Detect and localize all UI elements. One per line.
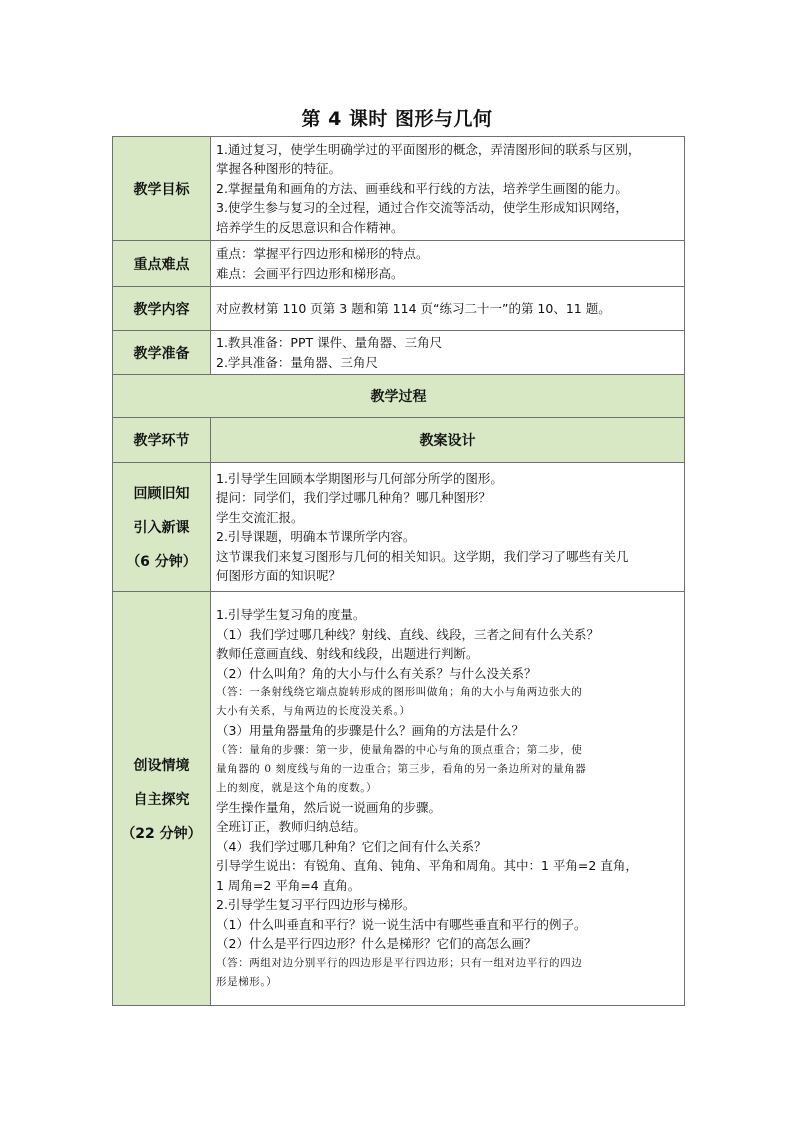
- label-stage-explore: [113, 592, 211, 1006]
- stage-review-line: 引入新课: [133, 520, 190, 536]
- explore-line: （1）我们学过哪几种线？射线、直线、线段，三者之间有什么关系？: [216, 626, 599, 642]
- row-preparation: [113, 331, 685, 375]
- goal-line: 3.使学生参与复习的全过程，通过合作交流等活动，使学生形成知识网络，: [216, 200, 628, 216]
- goal-line: 培养学生的反思意识和合作精神。: [216, 219, 404, 235]
- row-column-headers: [113, 418, 685, 463]
- page-title: 第 4 课时 图形与几何: [301, 108, 493, 130]
- review-line: 2.引导课题，明确本节课所学内容。: [216, 529, 416, 544]
- explore-line: 2.引导学生复习平行四边形与梯形。: [216, 897, 416, 913]
- row-key-points: [113, 241, 685, 287]
- explore-line: （2）什么是平行四边形？什么是梯形？它们的高怎么画？: [216, 936, 537, 952]
- answer-note-line: （答：量角的步骤：第一步，使量角器的中心与角的顶点重合；第二步，使: [216, 743, 583, 756]
- header-stage: 教学环节: [113, 418, 211, 463]
- answer-note-line: （答：两组对边分别平行的四边形是平行四边形；只有一组对边平行的四边: [216, 956, 583, 969]
- stage-explore-content: [211, 592, 685, 1006]
- preparation-line: 1.教具准备：PPT 课件、量角器、三角尺: [216, 335, 443, 350]
- goal-line: 2.掌握量角和画角的方法、画垂线和平行线的方法，培养学生画图的能力。: [216, 180, 628, 196]
- row-teaching-goals: [113, 137, 685, 241]
- key-point-line: 重点：掌握平行四边形和梯形的特点。: [216, 246, 429, 261]
- process-header: 教学过程: [113, 375, 685, 418]
- row-stage-explore: [113, 592, 685, 1006]
- explore-line: 1 周角=2 平角=4 直角。: [216, 877, 361, 893]
- stage-explore-duration: （22 分钟）: [121, 825, 202, 842]
- explore-line: （1）什么叫垂直和平行？说一说生活中有哪些垂直和平行的例子。: [216, 916, 587, 932]
- stage-explore-line: 自主探究: [133, 791, 190, 808]
- explore-line: 教师任意画直线、射线和线段，出题进行判断。: [216, 646, 479, 662]
- teaching-content-text: 对应教材第 110 页第 3 题和第 114 页“练习二十一”的第 10、11 题。: [211, 287, 685, 331]
- goal-line: 掌握各种图形的特征。: [216, 161, 342, 177]
- stage-explore-line: 创设情境: [133, 757, 190, 774]
- explore-line: 1.引导学生复习角的度量。: [216, 607, 366, 623]
- stage-review-content: [211, 463, 685, 592]
- review-line: 1.引导学生回顾本学期图形与几何部分所学的图形。: [216, 470, 503, 486]
- answer-note-line: 大小有关系，与角两边的长度没关系。）: [216, 705, 411, 718]
- answer-note-line: （答：一条射线绕它端点旋转形成的图形叫做角；角的大小与角两边张大的: [216, 686, 583, 699]
- review-line: 提问：同学们，我们学过哪几种角？哪几种图形？: [216, 490, 492, 505]
- key-points-content: [211, 241, 685, 287]
- teaching-goals-content: [211, 137, 685, 241]
- label-preparation: 教学准备: [113, 331, 211, 375]
- review-line: 学生交流汇报。: [216, 509, 304, 525]
- preparation-content: [211, 331, 685, 375]
- label-stage-review: [113, 463, 211, 592]
- stage-review-line: 回顾旧知: [133, 486, 190, 502]
- goal-line: 1.通过复习，使学生明确学过的平面图形的概念，弄清图形间的联系与区别，: [216, 141, 641, 157]
- explore-line: 全班订正，教师归纳总结。: [216, 819, 367, 835]
- explore-line: （3）用量角器量角的步骤是什么？画角的方法是什么？: [216, 723, 524, 739]
- row-stage-review: [113, 463, 685, 592]
- review-line: 这节课我们来复习图形与几何的相关知识。这学期，我们学习了哪些有关几: [216, 548, 629, 564]
- explore-line: （2）什么叫角？角的大小与什么有关系？与什么没关系？: [216, 665, 537, 681]
- answer-note-line: 上的刻度，就是这个角的度数。）: [216, 781, 378, 794]
- label-teaching-content: 教学内容: [113, 287, 211, 331]
- row-process-header: [113, 375, 685, 418]
- explore-line: （4）我们学过哪几种角？它们之间有什么关系？: [216, 838, 487, 854]
- header-design: 教案设计: [211, 418, 685, 463]
- lesson-plan-table: [112, 136, 685, 1006]
- review-line: 何图形方面的知识呢？: [216, 568, 342, 583]
- stage-review-duration: （6 分钟）: [126, 554, 197, 570]
- answer-note-line: 量角器的 0 刻度线与角的一边重合；第三步，看角的另一条边所对的量角器: [216, 762, 587, 775]
- preparation-line: 2.学具准备：量角器、三角尺: [216, 354, 378, 370]
- label-teaching-goals: 教学目标: [113, 137, 211, 241]
- label-key-points: 重点难点: [113, 241, 211, 287]
- row-teaching-content: [113, 287, 685, 331]
- answer-note-line: 形是梯形。）: [216, 975, 278, 988]
- explore-line: 学生操作量角，然后说一说画角的步骤。: [216, 799, 442, 815]
- explore-line: 引导学生说出：有锐角、直角、钝角、平角和周角。其中：1 平角=2 直角，: [216, 858, 638, 874]
- key-point-line: 难点：会画平行四边形和梯形高。: [216, 265, 404, 281]
